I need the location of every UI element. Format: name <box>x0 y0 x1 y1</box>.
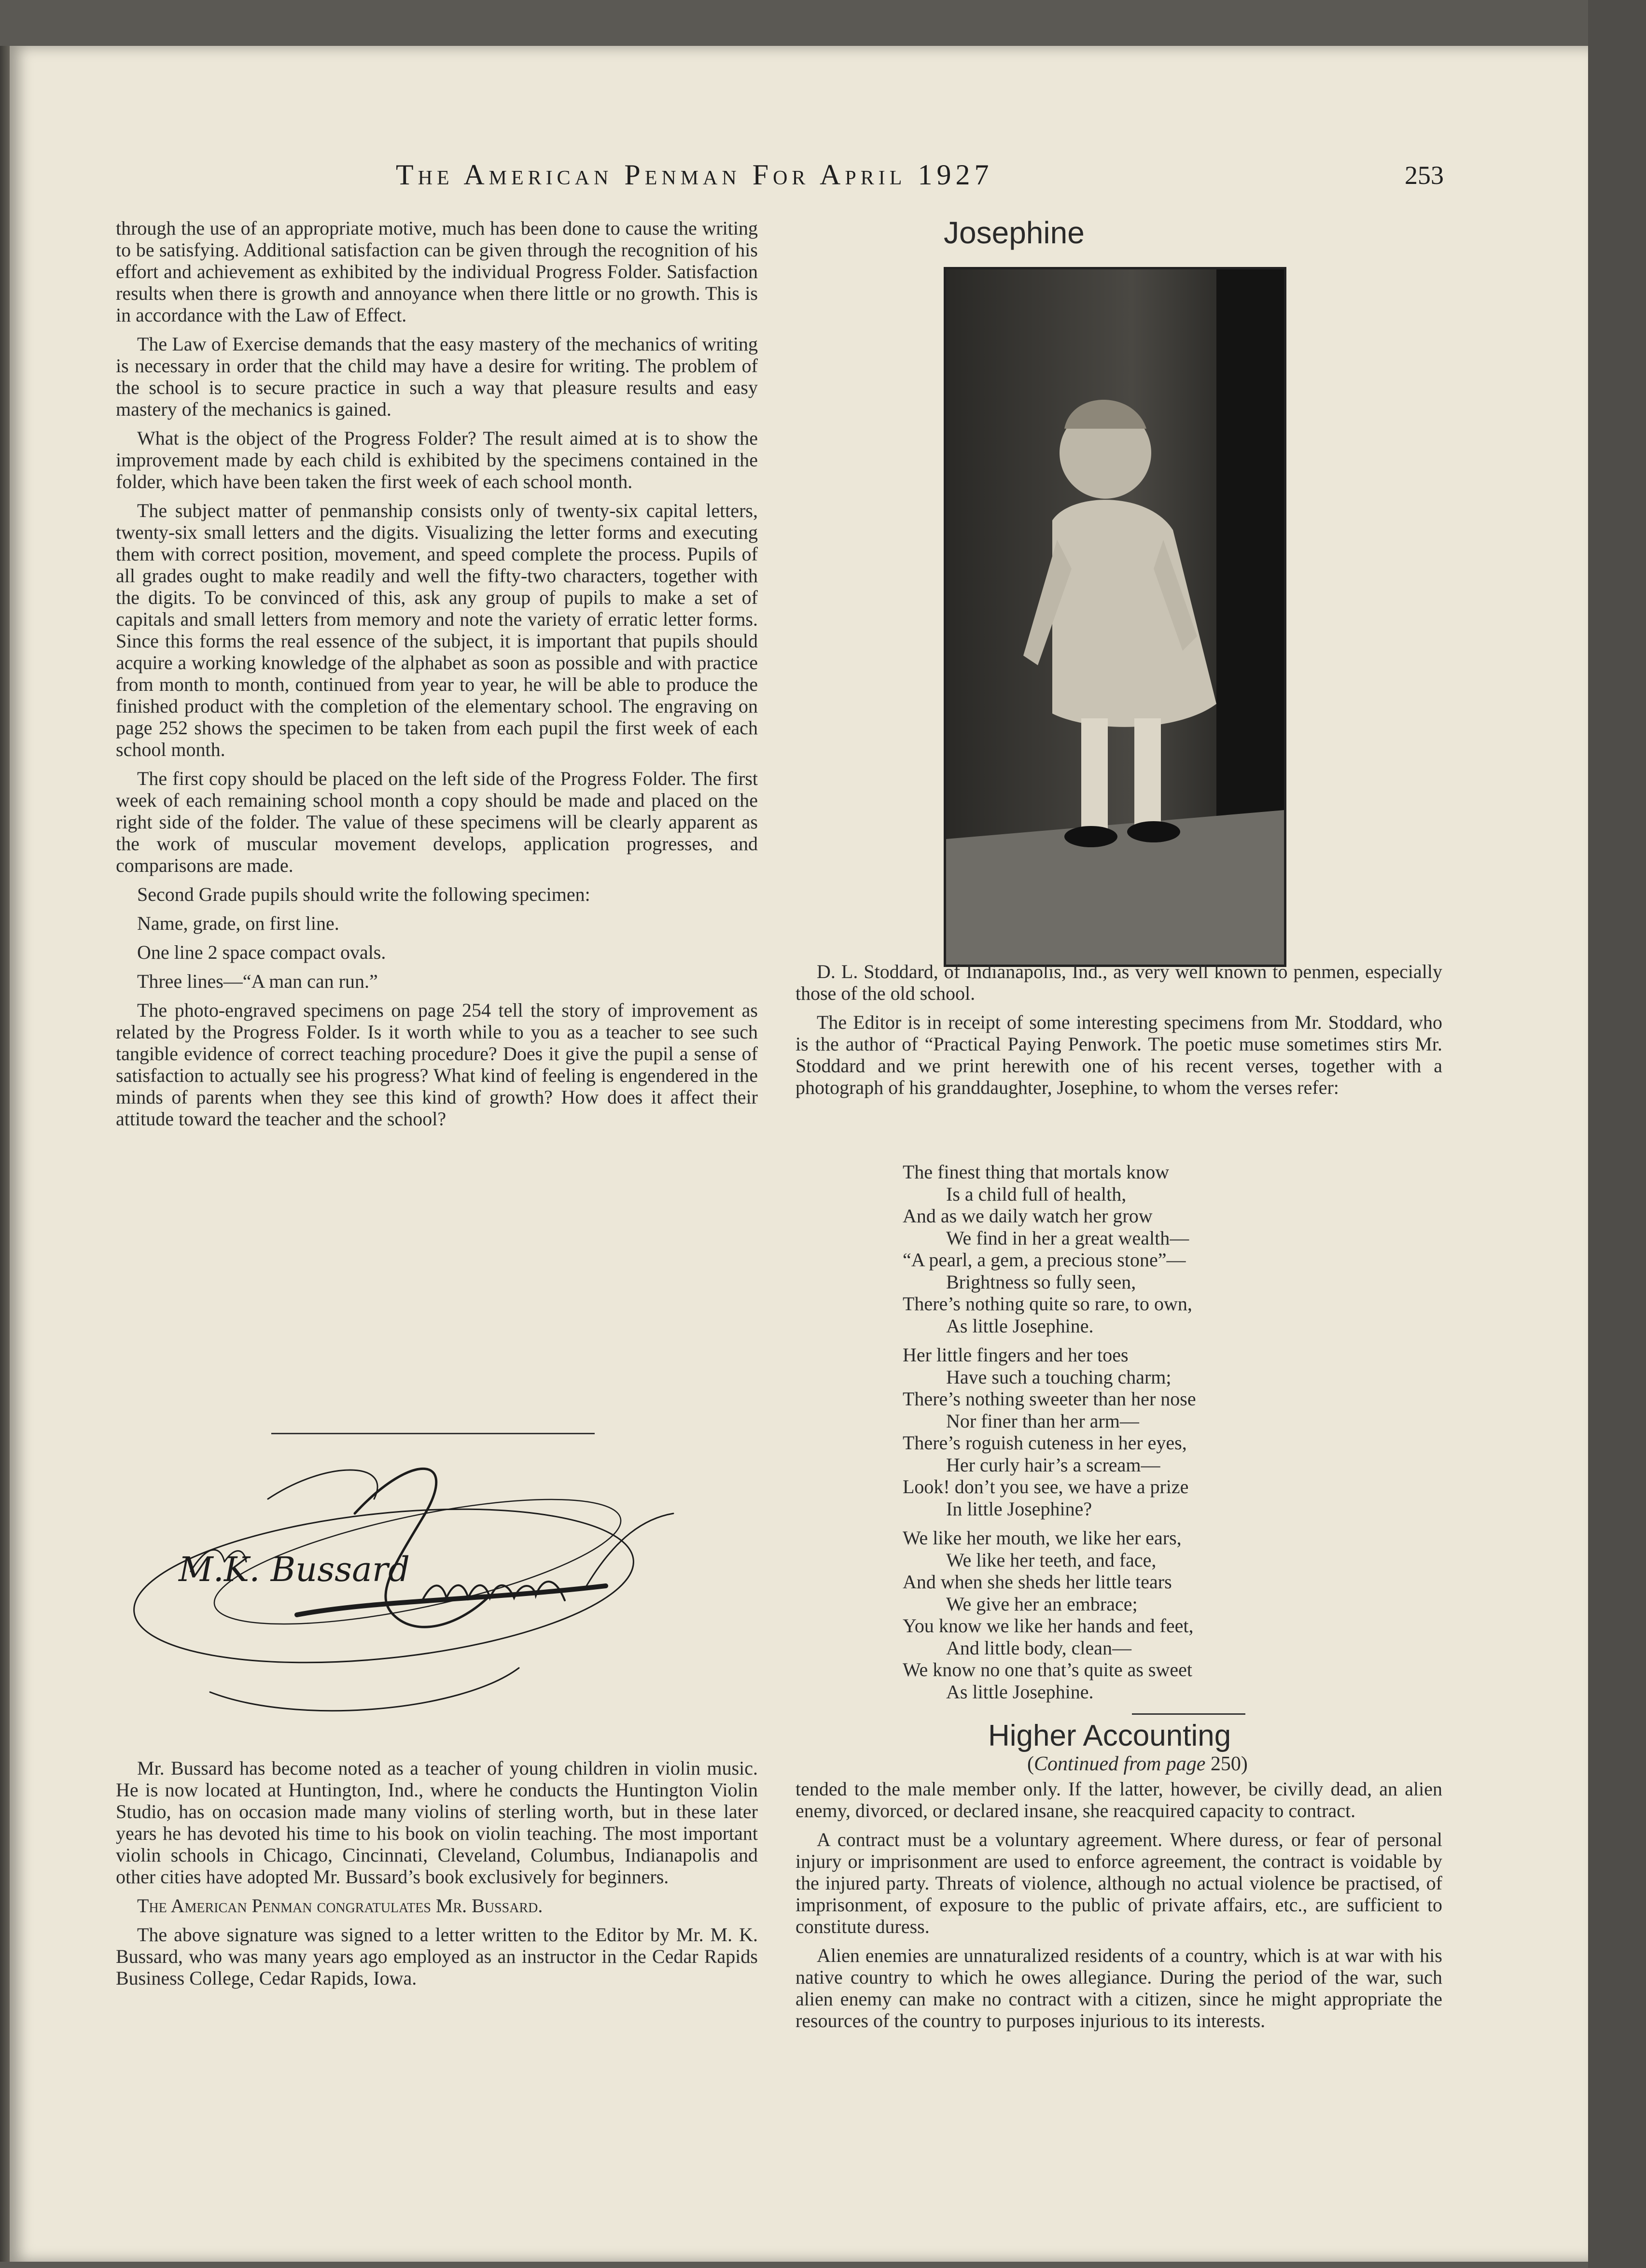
poem-line: And little body, clean— <box>946 1637 1131 1659</box>
paragraph: The American Penman congratulates Mr. Bussard. <box>137 1895 543 1917</box>
poem-line: There’s nothing sweeter than her nose <box>903 1388 1196 1410</box>
paragraph: Name, grade, on first line. <box>137 912 339 934</box>
section-divider <box>271 1433 595 1434</box>
poem-line: In little Josephine? <box>946 1498 1092 1520</box>
paragraph: through the use of an appropriate motive, much has been done to cause the writing to be satisfying. Additional satisfaction can be given through the recognition of his effort and achievement as exhibited by the individual Progress Folder. Satisfaction results when there is growth and annoyance when there little or no growth. This is in accordance with the Law of Effect. <box>116 217 758 326</box>
page-edge <box>1588 0 1646 2268</box>
accounting-column <box>795 1778 1442 2039</box>
poem-line: Is a child full of health, <box>946 1183 1127 1205</box>
stoddard-intro <box>795 961 1442 1106</box>
poem-line: As little Josephine. <box>946 1315 1094 1337</box>
paragraph: What is the object of the Progress Folder? The result aimed at is to show the improvement made by each child is exhibited by the specimens contained in the folder, which have been taken the first week of each school month. <box>116 427 758 492</box>
poem-line: Nor finer than her arm— <box>946 1410 1139 1432</box>
poem-line: There’s nothing quite so rare, to own, <box>903 1293 1192 1315</box>
paragraph: The first copy should be placed on the left side of the Progress Folder. The first week of each remaining school month a copy should be made and placed on the right side of the folder. The value of these specimens will be clearly apparent as the work of muscular movement develops, application progresses, and comparisons are made. <box>116 768 758 876</box>
page-number: 253 <box>1405 161 1444 190</box>
poem-line: There’s roguish cuteness in her eyes, <box>903 1432 1187 1454</box>
paragraph: tended to the male member only. If the latter, however, be civilly dead, an alien enemy, divorced, or declared insane, she reacquired capacity to contract. <box>795 1778 1442 1821</box>
poem-line: You know we like her hands and feet, <box>903 1615 1194 1637</box>
photo-of-josephine <box>944 267 1286 967</box>
running-header <box>0 158 1646 197</box>
paragraph: The photo-engraved specimens on page 254 tell the story of improvement as related by the Progress Folder. Is it worth while to you as a teacher to see such tangible evidence of correct teaching procedure? Does it give the pupil a sense of satisfaction to actually see his progress? What kind of feeling is engendered in the minds of parents when they see this kind of growth? How does it affect their attitude toward the teacher and the school? <box>116 999 758 1130</box>
header-title: The American Penman For April 1927 <box>396 159 993 191</box>
poem <box>903 1161 1337 1710</box>
poem-line: Have such a touching charm; <box>946 1366 1172 1388</box>
poem-stanza <box>903 1527 1337 1703</box>
accounting-title: Higher Accounting <box>988 1719 1231 1752</box>
paragraph: The Law of Exercise demands that the easy mastery of the mechanics of writing is necessary in order that the child may have a desire for writing. The problem of the school is to secure practice in such a way that pleasure results and easy mastery of the mechanics is gained. <box>116 333 758 420</box>
poem-line: We find in her a great wealth— <box>946 1227 1189 1249</box>
bussard-note <box>116 1757 758 1996</box>
poem-line: “A pearl, a gem, a precious stone”— <box>903 1249 1186 1271</box>
paragraph: One line 2 space compact ovals. <box>137 941 386 963</box>
poem-line: And as we daily watch her grow <box>903 1205 1153 1227</box>
signature-flourish <box>123 1441 712 1740</box>
subtitle-page: 250 <box>1210 1753 1241 1775</box>
poem-stanza <box>903 1161 1337 1337</box>
poem-line: The finest thing that mortals know <box>903 1161 1170 1183</box>
paragraph: Mr. Bussard has become noted as a teacher of young children in violin music. He is now located at Huntington, Ind., where he conducts the Huntington Violin Studio, has on occasion made many violins of sterling worth, but in these later years he has devoted his time to his book on violin teaching. The most important violin schools in Chicago, Cincinnati, Cleveland, Columbus, Indianapolis and other cities have adopted Mr. Bussard’s book exclusively for beginners. <box>116 1757 758 1888</box>
paragraph: Alien enemies are unnaturalized residents of a country, which is at war with his native country to which he owes allegiance. During the period of the war, such alien enemy can make no contract with a citizen, since he might appropriate the resources of the country to purposes injurious to its interests. <box>795 1945 1442 2031</box>
accounting-subtitle: (Continued from page 250) <box>1027 1753 1248 1775</box>
poem-line: As little Josephine. <box>946 1680 1094 1703</box>
signature-text: M.K. Bussard <box>179 1550 410 1589</box>
poem-line: We like her teeth, and face, <box>946 1549 1157 1571</box>
photo-title: Josephine <box>944 215 1085 250</box>
paragraph: The subject matter of penmanship consists only of twenty-six capital letters, twenty-six small letters and the digits. Visualizing the letter forms and executing them with correct position, movement, and speed complete the process. Pupils of all grades ought to make readily and well the fifty-two characters, together with the digits. To be convinced of this, ask any group of pupils to make a set of capitals and small letters from memory and note the variety of erratic letter forms. Since this forms the real essence of the subject, it is important that pupils should acquire a working knowledge of the alphabet as soon as possible and with practice from month to month, continued from year to year, he will be able to produce the finished product with the completion of the elementary school. The engraving on page 252 shows the specimen to be taken from each pupil the first week of each school month. <box>116 500 758 760</box>
paragraph: The above signature was signed to a letter written to the Editor by Mr. M. K. Bussard, who was many years ago employed as an instructor in the Cedar Rapids Business College, Cedar Rapids, Iowa. <box>116 1924 758 1989</box>
paragraph: The Editor is in receipt of some interesting specimens from Mr. Stoddard, who is the author of “Practical Paying Penwork. The poetic muse sometimes stirs Mr. Stoddard and we print herewith one of his recent verses, together with a photograph of his granddaughter, Josephine, to whom the verses refer: <box>795 1011 1442 1098</box>
poem-line: We know no one that’s quite as sweet <box>903 1659 1192 1680</box>
poem-stanza <box>903 1344 1337 1520</box>
poem-line: We give her an embrace; <box>946 1593 1138 1615</box>
poem-line: And when she sheds her little tears <box>903 1571 1172 1593</box>
paragraph: D. L. Stoddard, of Indianapolis, Ind., as very well known to penmen, especially those of the old school. <box>795 961 1442 1004</box>
paragraph: Second Grade pupils should write the following specimen: <box>137 883 590 905</box>
poem-line: Look! don’t you see, we have a prize <box>903 1476 1189 1498</box>
poem-line: We like her mouth, we like her ears, <box>903 1527 1182 1549</box>
paragraph: Three lines—“A man can run.” <box>137 970 378 992</box>
left-column <box>116 217 758 1137</box>
poem-line: Brightness so fully seen, <box>946 1271 1136 1293</box>
poem-line: Her little fingers and her toes <box>903 1344 1129 1366</box>
paragraph: A contract must be a voluntary agreement. Where duress, or fear of personal injury or imprisonment are used to enforce agreement, the contract is voidable by the injured party. Threats of violence, although no actual violence be practised, of imprisonment, of exposure to the public of private affairs, etc., are sufficient to constitute duress. <box>795 1829 1442 1937</box>
subtitle-text: Continued from page <box>1034 1753 1206 1775</box>
poem-line: Her curly hair’s a scream— <box>946 1454 1160 1476</box>
poem-divider <box>1132 1713 1245 1715</box>
